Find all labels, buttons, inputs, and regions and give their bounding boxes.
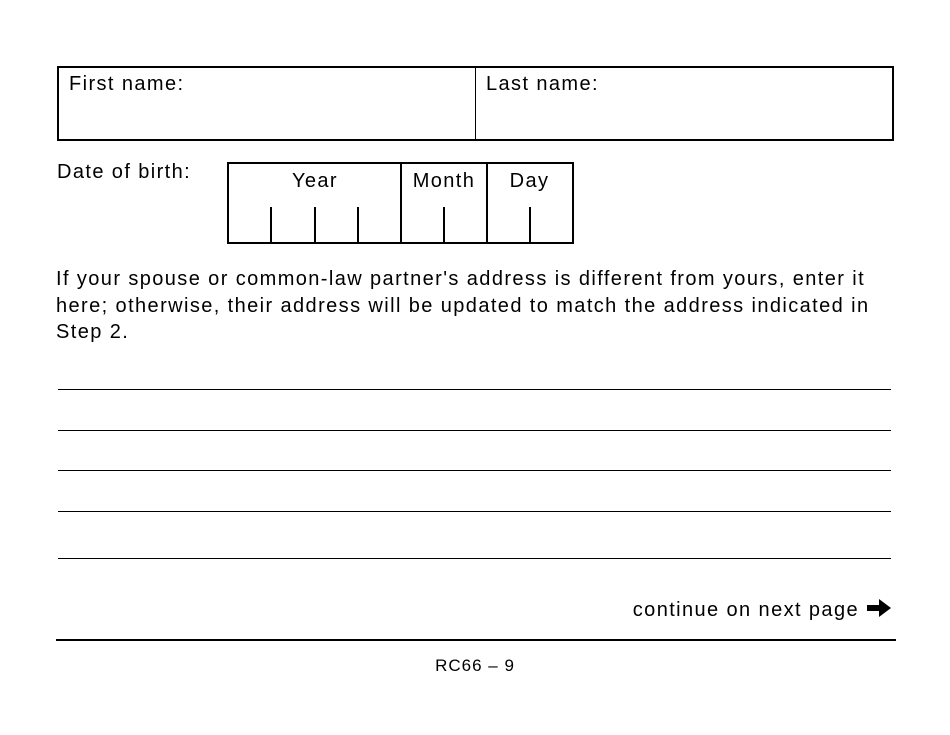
- last-name-label: Last name:: [486, 73, 599, 95]
- dob-digit-tick: [357, 207, 359, 242]
- address-line-3[interactable]: [58, 470, 891, 471]
- address-line-4[interactable]: [58, 511, 891, 512]
- dob-month-header: Month: [412, 170, 476, 192]
- page-number: RC66 – 9: [435, 656, 515, 675]
- last-name-field[interactable]: [475, 68, 892, 139]
- date-of-birth-grid: [227, 162, 574, 244]
- address-line-1[interactable]: [58, 389, 891, 390]
- dob-digit-tick: [314, 207, 316, 242]
- address-line-2[interactable]: [58, 430, 891, 431]
- address-instruction: If your spouse or common-law partner's address is different from yours, enter it here; otherwise, their address will be updated to match the address indicated in Step 2.: [56, 268, 870, 343]
- name-fields-box: [57, 66, 894, 141]
- footer-divider: [56, 639, 896, 641]
- dob-day-header: Day: [509, 170, 550, 192]
- first-name-label: First name:: [69, 73, 185, 95]
- dob-digit-tick: [270, 207, 272, 242]
- dob-year-month-divider: [400, 164, 402, 242]
- dob-year-header: Year: [291, 170, 338, 192]
- continue-next-page: [633, 596, 893, 625]
- date-of-birth-label: Date of birth:: [57, 161, 192, 183]
- dob-digit-tick: [443, 207, 445, 242]
- right-arrow-icon: [865, 596, 893, 625]
- address-line-5[interactable]: [58, 558, 891, 559]
- first-name-field[interactable]: [59, 68, 475, 139]
- dob-digit-tick: [529, 207, 531, 242]
- continue-text: continue on next page: [632, 599, 859, 621]
- dob-month-day-divider: [486, 164, 488, 242]
